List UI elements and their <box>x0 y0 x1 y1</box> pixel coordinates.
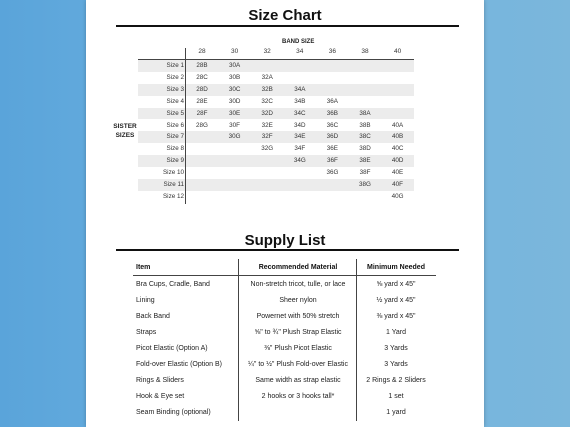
size-row-label: Size 7 <box>166 133 184 141</box>
supply-list-rule <box>116 249 459 251</box>
band-size-column-header: 40 <box>393 48 402 55</box>
band-size-column-header: 34 <box>296 48 304 55</box>
sister-size-cell: 34C <box>294 109 306 117</box>
supply-amount: 3 Yards <box>384 345 408 352</box>
size-row <box>138 72 414 84</box>
supply-material: Non-stretch tricot, tulle, or lace <box>250 281 346 288</box>
supply-material: ¼" to ½" Plush Fold-over Elastic <box>248 361 348 368</box>
size-chart-divider-horizontal <box>138 59 414 60</box>
supply-material: ⅜" Plush Picot Elastic <box>264 345 332 352</box>
supply-list-title: Supply List <box>244 232 326 249</box>
sister-size-cell: 28F <box>196 109 208 117</box>
supply-row <box>86 357 484 373</box>
sister-size-cell: 40A <box>391 121 404 129</box>
sister-size-cell: 36B <box>326 109 338 117</box>
sister-size-cell: 34F <box>294 145 306 153</box>
size-row-label: Size 4 <box>166 97 184 105</box>
sister-size-cell: 32A <box>261 73 273 81</box>
supply-header-material: Recommended Material <box>258 264 338 271</box>
supply-amount: 1 Yard <box>386 329 406 336</box>
supply-row <box>86 405 484 421</box>
sister-size-cell: 36C <box>326 121 339 129</box>
size-row-label: Size 9 <box>166 157 184 165</box>
sister-size-cell: 36G <box>326 169 339 177</box>
size-row <box>138 143 414 155</box>
sister-size-cell: 38C <box>359 133 371 141</box>
supply-item: Rings & Sliders <box>136 377 184 384</box>
sister-size-cell: 40F <box>392 181 404 188</box>
size-row-label: Size 11 <box>163 181 184 188</box>
sister-size-cell: 30A <box>228 62 241 69</box>
sister-size-cell: 34G <box>293 157 306 165</box>
size-row-label: Size 10 <box>162 169 184 177</box>
sister-size-cell: 28B <box>196 62 208 69</box>
sister-size-cell: 30E <box>228 109 241 117</box>
supply-material: Powernet with 50% stretch <box>256 313 340 320</box>
supply-header-divider <box>133 275 436 276</box>
sister-label-line2: SIZES <box>115 132 135 139</box>
sister-size-cell: 32D <box>261 109 273 117</box>
size-row <box>138 167 414 179</box>
sister-size-cell: 38E <box>359 157 371 165</box>
sister-size-cell: 28D <box>196 85 208 93</box>
sister-size-cell: 36E <box>326 145 338 153</box>
size-chart-title: Size Chart <box>248 7 322 24</box>
supply-material: 2 hooks or 3 hooks tall* <box>261 393 335 400</box>
supply-header-item: Item <box>136 264 151 271</box>
size-row-label: Size 3 <box>166 85 184 93</box>
sister-size-cell: 34A <box>294 85 306 93</box>
size-row-label: Size 2 <box>166 73 184 81</box>
supply-item: Hook & Eye set <box>136 393 185 400</box>
sister-size-cell: 32C <box>261 97 273 105</box>
sister-label-line1: SISTER <box>113 123 137 130</box>
band-size-column-header: 38 <box>361 48 369 55</box>
band-size-column-header: 36 <box>328 48 336 55</box>
sister-size-cell: 38F <box>359 169 371 177</box>
supply-row <box>86 389 484 405</box>
band-size-column-header: 30 <box>230 48 239 55</box>
size-row <box>138 191 414 203</box>
supply-row <box>86 325 484 341</box>
size-chart-rule <box>116 25 459 27</box>
supply-amount: 1 set <box>388 393 404 400</box>
sister-size-cell: 30C <box>228 85 241 93</box>
sister-size-cell: 28E <box>196 97 208 105</box>
sister-size-cell: 38G <box>359 181 371 188</box>
supply-amount: 1 yard <box>386 409 406 416</box>
band-size-column-header: 28 <box>198 48 206 55</box>
sister-size-cell: 38A <box>359 109 371 117</box>
supply-amount: ½ yard x 45" <box>376 297 416 304</box>
supply-item: Picot Elastic (Option A) <box>136 345 208 352</box>
supply-material: ⅝" to ¾" Plush Strap Elastic <box>254 329 342 336</box>
size-row-label: Size 12 <box>162 192 184 200</box>
sister-size-cell: 28C <box>196 73 208 81</box>
supply-header-minimum: Minimum Needed <box>367 264 425 271</box>
band-size-label: BAND SIZE <box>282 39 315 45</box>
size-row <box>138 108 414 120</box>
sister-size-cell: 40G <box>391 192 404 200</box>
supply-item: Straps <box>136 329 157 336</box>
supply-material: Same width as strap elastic <box>255 377 341 384</box>
sister-size-cell: 38B <box>359 121 371 129</box>
sister-size-cell: 32F <box>261 133 273 141</box>
supply-material: Sheer nylon <box>279 297 317 304</box>
size-row <box>138 96 414 108</box>
size-row-label: Size 1 <box>166 62 184 69</box>
sister-size-cell: 30G <box>228 133 241 141</box>
supply-amount: 2 Rings & 2 Sliders <box>366 377 426 384</box>
size-chart-divider-vertical <box>185 48 186 204</box>
sister-size-cell: 36D <box>326 133 339 141</box>
sister-size-cell: 30D <box>228 97 241 105</box>
size-row <box>138 84 414 96</box>
size-row <box>138 179 414 191</box>
supply-row <box>86 309 484 325</box>
document-page <box>86 0 484 427</box>
sister-size-cell: 40B <box>391 133 404 141</box>
sister-size-cell: 36A <box>326 97 338 105</box>
supply-row <box>86 277 484 293</box>
sister-size-cell: 28G <box>196 121 208 129</box>
size-row <box>138 155 414 167</box>
supply-row <box>86 293 484 309</box>
supply-item: Back Band <box>136 313 170 320</box>
sister-size-cell: 32G <box>261 145 274 153</box>
supply-amount: ⅝ yard x 45" <box>376 281 416 288</box>
supply-row <box>86 341 484 357</box>
sister-size-cell: 40C <box>391 145 404 153</box>
sister-size-cell: 30B <box>228 73 241 81</box>
size-row <box>138 120 414 132</box>
sister-size-cell: 32B <box>261 85 273 93</box>
sister-sizes-label <box>110 122 140 140</box>
supply-item: Lining <box>136 297 155 304</box>
sister-size-cell: 34B <box>294 97 306 105</box>
band-size-column-header: 32 <box>263 48 271 55</box>
supply-amount: 3 Yards <box>384 361 408 368</box>
supply-item: Seam Binding (optional) <box>136 409 211 416</box>
sister-size-cell: 32E <box>261 121 273 129</box>
size-row <box>138 60 414 72</box>
sister-size-cell: 36F <box>326 157 338 165</box>
supply-amount: ⅜ yard x 45" <box>376 313 416 320</box>
sister-size-cell: 40E <box>391 169 404 177</box>
sister-size-cell: 38D <box>359 145 371 153</box>
supply-item: Fold-over Elastic (Option B) <box>136 361 222 368</box>
sister-size-cell: 40D <box>391 157 404 165</box>
size-row-label: Size 6 <box>166 121 184 129</box>
sister-size-cell: 34E <box>294 133 306 141</box>
sister-size-cell: 30F <box>229 121 241 129</box>
supply-row <box>86 373 484 389</box>
sister-size-cell: 34D <box>294 121 306 129</box>
size-row-label: Size 8 <box>166 145 184 153</box>
size-row-label: Size 5 <box>166 109 184 117</box>
supply-item: Bra Cups, Cradle, Band <box>136 281 210 288</box>
size-row <box>138 131 414 143</box>
